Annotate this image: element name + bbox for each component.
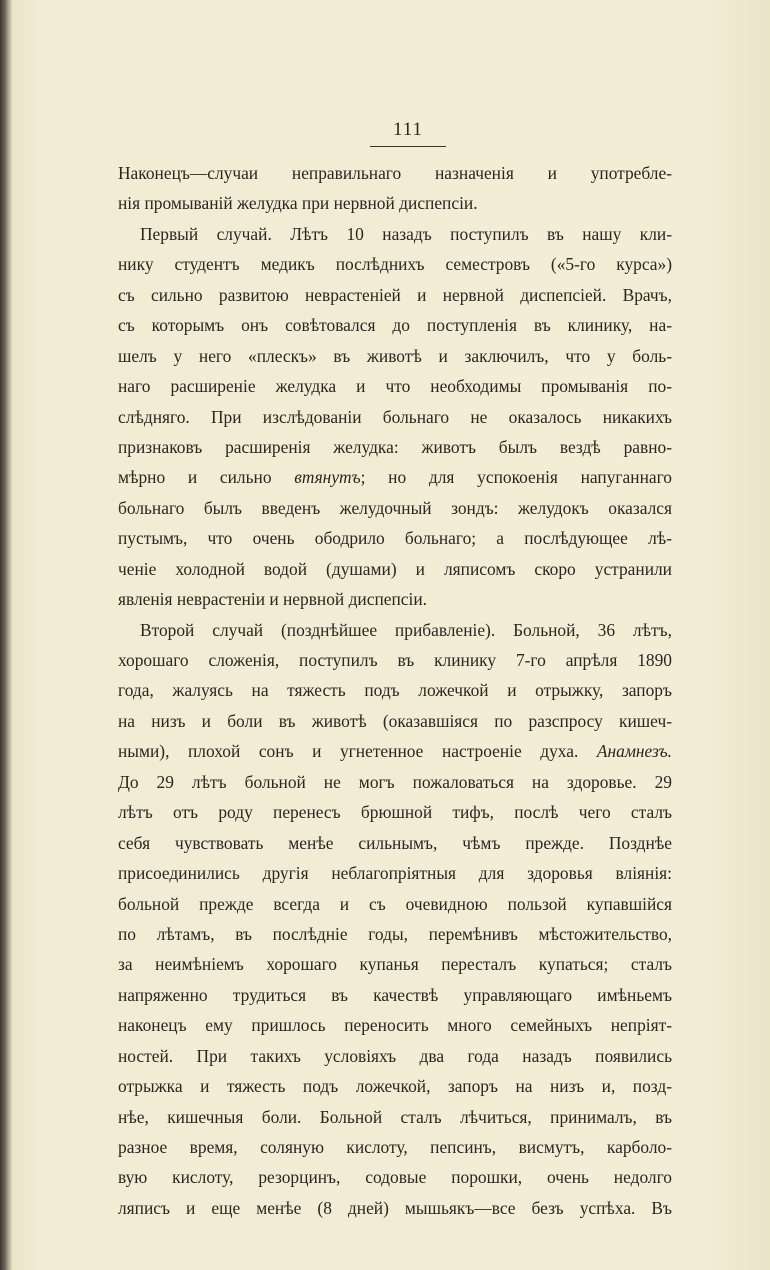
text-line: отрыжка и тяжесть подъ ложечкой, запоръ на низъ и, позд-	[118, 1076, 672, 1097]
text-line: хорошаго сложенія, поступилъ въ клинику 7-го апрѣля 1890	[118, 650, 672, 670]
text-line: больной прежде всегда и съ очевидною пользой купавшійся	[118, 893, 672, 914]
text-line: разное время, соляную кислоту, пепсинъ, висмутъ, карболо-	[118, 1137, 672, 1157]
text-line: нику студентъ медикъ послѣднихъ семестровъ («5-го курса»)	[118, 254, 672, 275]
text-line: ностей. При такихъ условіяхъ два года назадъ появились	[118, 1045, 672, 1066]
text-line: года, жалуясь на тяжесть подъ ложечкой и отрыжку, запоръ	[118, 680, 672, 701]
text-line: наконецъ ему пришлось переносить много семейныхъ непріят-	[118, 1015, 672, 1036]
text-line: пустымъ, что очень ободрило больнаго; а послѣдующее лѣ-	[118, 528, 672, 549]
emphasized-word: Анамнезъ.	[596, 741, 672, 762]
text-line: на низъ и боли въ животѣ (оказавшіяся по разспросу кишеч-	[118, 710, 672, 731]
text-line: Первый случай. Лѣтъ 10 назадъ поступилъ въ нашу кли-	[140, 223, 672, 244]
text-line: присоединились другія неблагопріятныя для здоровья вліянія:	[118, 863, 672, 884]
text-line: лѣтъ отъ роду перенесъ брюшной тифъ, послѣ чего сталъ	[118, 802, 672, 823]
text-line: Второй случай (позднѣйшее прибавленіе). Больной, 36 лѣтъ,	[140, 619, 672, 640]
text-line: шелъ у него «плескъ» въ животѣ и заключилъ, что у боль-	[118, 345, 672, 366]
text-line: съ сильно развитою неврастеніей и нервной диспепсіей. Врачъ,	[118, 284, 672, 305]
text-line: ляписъ и еще менѣе (8 дней) мышьякъ—все безъ успѣха. Въ	[118, 1197, 672, 1218]
text-segment: ными), плохой сонъ и угнетенное настроеніе духа.	[118, 741, 579, 762]
text-line: себя чувствовать менѣе сильнымъ, чѣмъ прежде. Позднѣе	[118, 832, 672, 853]
text-line: явленія неврастеніи и нервной диспепсіи.	[118, 589, 427, 610]
emphasized-word: втянутъ	[294, 467, 361, 488]
body-text	[118, 158, 672, 1223]
text-line: нѣе, кишечныя боли. Больной сталъ лѣчиться, принималъ, въ	[118, 1106, 672, 1127]
page-binding-edge	[0, 0, 12, 1270]
text-line: Наконецъ—случаи неправильнаго назначенія и употребле-	[118, 163, 672, 183]
text-line: нія промываній желудка при нервной диспепсіи.	[118, 193, 478, 214]
text-line: больнаго былъ введенъ желудочный зондъ: желудокъ оказался	[118, 497, 672, 518]
text-line: съ которымъ онъ совѣтовался до поступленія въ клинику, на-	[118, 315, 672, 336]
text-line: по лѣтамъ, въ послѣдніе годы, перемѣнивъ мѣстожительство,	[118, 923, 672, 944]
text-line: наго расширеніе желудка и что необходимы промыванія по-	[118, 376, 672, 397]
text-line: напряженно трудиться въ качествѣ управляющаго имѣньемъ	[118, 984, 672, 1005]
text-line	[118, 462, 672, 492]
text-line: ченіе холодной водой (душами) и ляписомъ скоро устранили	[118, 558, 672, 579]
header-rule	[370, 146, 446, 147]
text-line: слѣдняго. При изслѣдованіи больнаго не оказалось никакихъ	[118, 406, 672, 427]
text-segment: мѣрно и сильно	[118, 467, 272, 488]
text-line	[118, 736, 672, 766]
text-line: за неимѣніемъ хорошаго купанья пересталъ купаться; сталъ	[118, 954, 672, 975]
text-line: признаковъ расширенія желудка: животъ былъ вездѣ равно-	[118, 436, 672, 457]
text-segment: ; но для успокоенія напуганнаго	[360, 467, 672, 488]
text-line: До 29 лѣтъ больной не могъ пожаловаться на здоровье. 29	[118, 771, 672, 792]
page-number: 111	[392, 119, 424, 140]
text-line: вую кислоту, резорцинъ, содовые порошки, очень недолго	[118, 1167, 672, 1188]
